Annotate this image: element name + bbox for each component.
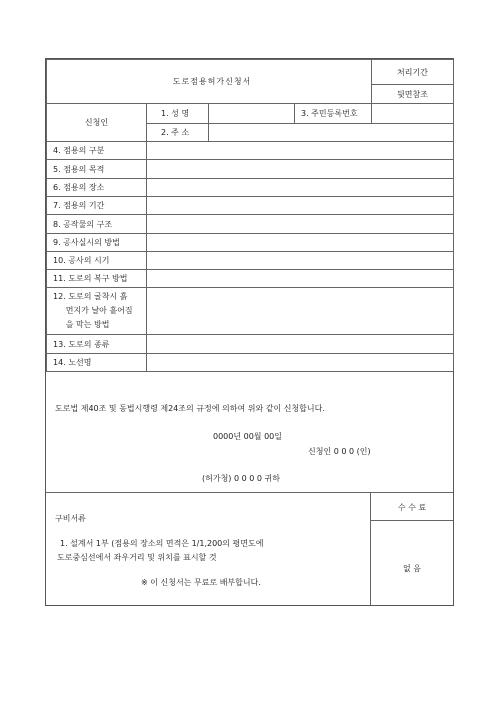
- address-field[interactable]: [209, 124, 454, 142]
- road-occupancy-permit-form: [45, 58, 454, 606]
- declaration-statement: 도로법 제40조 및 동법시행령 제24조의 규정에 의하여 위와 같이 신청합니다.: [55, 404, 325, 413]
- row-label-text: 12. 도로의 굴착시 흙 먼지가 날아 흩어짐 을 막는 방법: [53, 292, 133, 329]
- required-documents-cell: [46, 493, 371, 605]
- required-documents-label: 구비서류: [55, 514, 86, 523]
- fee-label: 수 수 료: [397, 503, 427, 512]
- row-label: 14. 노선명: [47, 354, 147, 372]
- free-distribution-note: ※ 이 신청서는 무료로 배부합니다.: [141, 578, 261, 587]
- resident-number-field[interactable]: [372, 104, 454, 124]
- row-field[interactable]: [147, 252, 454, 270]
- applicant-label: 신청인: [47, 104, 147, 142]
- row-field[interactable]: [147, 270, 454, 288]
- row-label: 5. 점용의 목적: [47, 160, 147, 179]
- row-field[interactable]: [147, 354, 454, 372]
- form-title: 도로점용허가신청서: [47, 60, 372, 104]
- address-label: 2. 주 소: [147, 124, 209, 142]
- row-label: 4. 점용의 구분: [47, 142, 147, 160]
- name-label: 1. 성 명: [147, 104, 209, 124]
- document-item-line1: 1. 설계서 1부 (점용의 장소의 면적은 1/1,200의 평면도에: [60, 539, 264, 548]
- row-label: 7. 점용의 기간: [47, 197, 147, 215]
- documents-section: [46, 493, 453, 605]
- row-label: 9. 공사실시의 방법: [47, 234, 147, 252]
- applicant-signature: 신청인 0 0 0 (인): [308, 447, 371, 456]
- row-field[interactable]: [147, 335, 454, 354]
- processing-period-value: 뒷면참조: [372, 85, 454, 104]
- processing-period-label: 처리기간: [372, 60, 454, 85]
- row-label: 6. 점용의 장소: [47, 179, 147, 197]
- document-item-line2: 도로중심선에서 좌우거리 및 위치를 표시할 것: [57, 553, 217, 562]
- row-field[interactable]: [147, 234, 454, 252]
- fee-cell: [371, 493, 453, 605]
- row-label-multiline: [47, 288, 147, 335]
- form-header-table: [46, 59, 454, 142]
- fee-value: 없 음: [403, 564, 421, 573]
- declaration-section: [46, 377, 453, 493]
- row-label: 13. 도로의 종류: [47, 335, 147, 354]
- declaration-date: 0000년 00월 00일: [213, 432, 282, 441]
- name-field[interactable]: [209, 104, 295, 124]
- fee-divider: [371, 520, 453, 521]
- application-details-table: [46, 141, 454, 372]
- resident-number-label: 3. 주민등록번호: [295, 104, 372, 124]
- row-field[interactable]: [147, 197, 454, 215]
- row-label: 11. 도로의 복구 방법: [47, 270, 147, 288]
- row-field[interactable]: [147, 142, 454, 160]
- row-field[interactable]: [147, 288, 454, 335]
- row-field[interactable]: [147, 179, 454, 197]
- addressee: (허가청) 0 0 0 0 귀하: [202, 474, 280, 483]
- row-label: 8. 공작물의 구조: [47, 215, 147, 234]
- row-field[interactable]: [147, 160, 454, 179]
- row-field[interactable]: [147, 215, 454, 234]
- row-label: 10. 공사의 시기: [47, 252, 147, 270]
